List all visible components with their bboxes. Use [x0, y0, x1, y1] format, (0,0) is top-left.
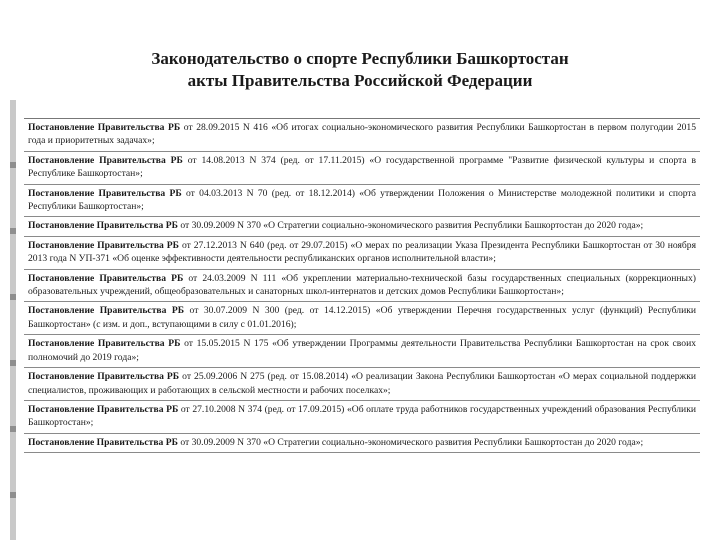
list-item	[24, 302, 700, 335]
item-lead: Постановление Правительства РБ	[28, 122, 181, 133]
list-item	[24, 152, 700, 185]
item-lead: Постановление Правительства РБ	[28, 436, 178, 448]
list-item	[24, 270, 700, 303]
item-text: от 04.03.2013 N 70 (ред. от 18.12.2014) «Об утверждении Положения о Министерстве молодежной политики и спорта Республики Башкортостан»;	[28, 187, 696, 213]
item-text: от 27.12.2013 N 640 (ред. от 29.07.2015) «О мерах по реализации Указа Президента Республики Башкортостан от 30 ноября 2013 года N УП-371 «Об оценке эффективности деятельности республиканских органов исполнительной власти»;	[28, 239, 697, 265]
item-text: от 14.08.2013 N 374 (ред. от 17.11.2015) «О государственной программе "Развитие физической культуры и спорта в Республике Башкортостан»;	[28, 154, 696, 180]
page-title	[40, 48, 680, 92]
item-lead: Постановление Правительства РБ	[28, 154, 183, 166]
list-item	[24, 119, 700, 152]
item-text: от 30.09.2009 N 370 «О Стратегии социально-экономического развития Республики Башкортостан до 2020 года»;	[177, 436, 644, 448]
rail-marker-icon	[10, 162, 16, 168]
item-lead: Постановление Правительства РБ	[28, 403, 179, 415]
item-lead: Постановление Правительства РБ	[28, 220, 178, 232]
list-item	[24, 368, 700, 401]
title-line-2: акты Правительства Российской Федерации	[187, 71, 533, 90]
list-item	[24, 335, 700, 368]
item-lead: Постановление Правительства РБ	[28, 187, 182, 199]
item-lead: Постановление Правительства РБ	[28, 272, 184, 284]
legal-acts-list	[24, 118, 700, 453]
list-item	[24, 185, 700, 218]
item-text: от 15.05.2015 N 175 «Об утверждении Программы деятельности Правительства Республики Башкортостан на срок своих полномочий до 2019 года»;	[28, 338, 696, 363]
item-text: от 30.07.2009 N 300 (ред. от 14.12.2015) «Об утверждении Перечня государственных услуг (функций) Республики Башкортостан» (с изм. и доп., вступающими в силу с 01.01.2016);	[28, 305, 697, 330]
item-lead: Постановление Правительства РБ	[28, 305, 185, 317]
rail-marker-icon	[10, 426, 16, 432]
rail-marker-icon	[10, 294, 16, 300]
item-lead: Постановление Правительства РБ	[28, 338, 181, 350]
rail-marker-icon	[10, 360, 16, 366]
list-item	[24, 237, 700, 270]
rail-marker-icon	[10, 492, 16, 498]
list-item	[24, 217, 700, 236]
item-text: от 28.09.2015 N 416 «Об итогах социально-экономического развития Республики Башкортостан в первом полугодии 2015 года и приоритетных задачах»;	[28, 122, 697, 147]
list-item	[24, 434, 700, 453]
item-text: от 25.09.2006 N 275 (ред. от 15.08.2014) «О реализации Закона Республики Башкортостан «О мерах социальной поддержки специалистов, проживающих и работающих в сельской местности и рабочих поселках»;	[28, 371, 696, 396]
list-item	[24, 401, 700, 434]
item-text: от 27.10.2008 N 374 (ред. от 17.09.2015) «Об оплате труда работников государственных учреждений образования Республики Башкортостан»;	[28, 403, 696, 429]
item-lead: Постановление Правительства РБ	[28, 371, 180, 383]
title-line-1: Законодательство о спорте Республики Башкортостан	[151, 49, 569, 68]
item-lead: Постановление Правительства РБ	[28, 239, 180, 251]
item-text: от 24.03.2009 N 111 «Об укреплении материально-технической базы государственных специальных (коррекционных) образовательных учреждений, общеобразовательных и санаторных школ-интернатов и детских домов Республики Башкортостан»;	[28, 272, 696, 298]
rail-marker-icon	[10, 228, 16, 234]
item-text: от 30.09.2009 N 370 «О Стратегии социально-экономического развития Республики Башкортостан до 2020 года»;	[177, 220, 644, 232]
